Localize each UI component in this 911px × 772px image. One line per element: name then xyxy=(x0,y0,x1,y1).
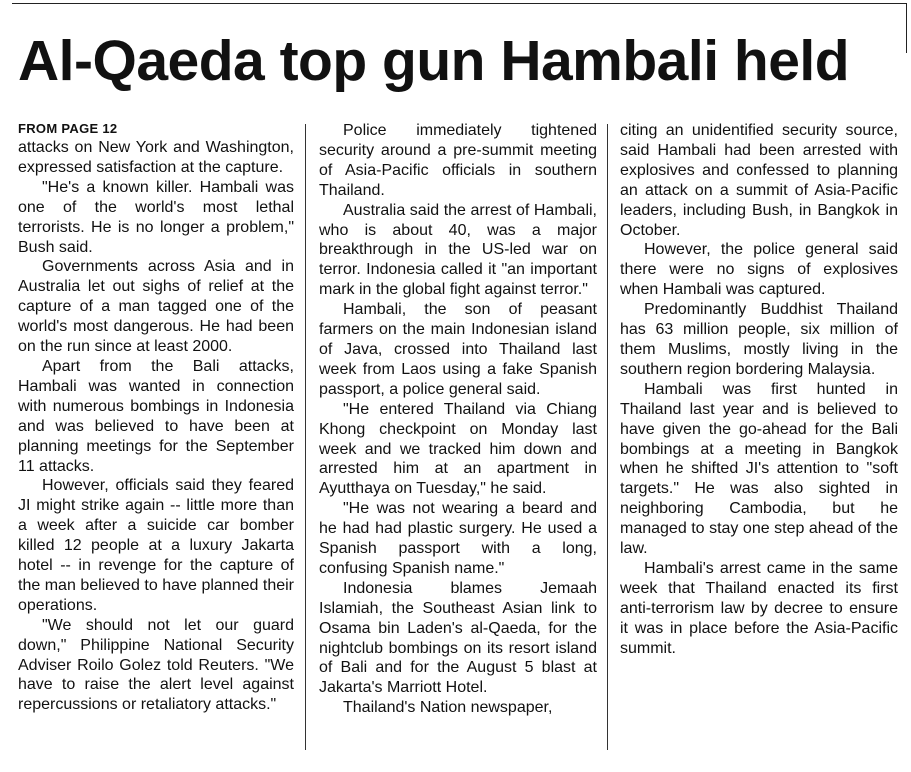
paragraph: citing an unidentified security source, said Hambali had been arrested with explosives and confessed to planning an attack on a summit of Asia-Pacific leaders, including Bush, in Bangkok in October. xyxy=(620,122,898,239)
paragraph: Indonesia blames Jemaah Islamiah, the Southeast Asian link to Osama bin Laden's al-Qaeda, for the nightclub bombings on its resort island of Bali and for the August 5 blast at Jakarta's Marriott Hotel. xyxy=(319,579,597,697)
paragraph: However, officials said they feared JI might strike again -- little more than a week after a suicide car bomber killed 12 people at a luxury Jakarta hotel -- in revenge for the capture of the man believed to have planned their operations. xyxy=(18,477,294,614)
article-column-3 xyxy=(620,121,898,658)
paragraph: Australia said the arrest of Hambali, who is about 40, was a major breakthrough in the US-led war on terror. Indonesia called it "an important mark in the global fight against terror." xyxy=(319,201,597,299)
paragraph: "He's a known killer. Hambali was one of the world's most lethal terrorists. He is no longer a problem," Bush said. xyxy=(18,178,294,256)
paragraph: However, the police general said there were no signs of explosives when Hambali was captured. xyxy=(620,241,898,299)
column-divider xyxy=(607,124,608,750)
top-rule xyxy=(12,3,907,4)
headline: Al-Qaeda top gun Hambali held xyxy=(18,29,850,93)
paragraph: Thailand's Nation newspaper, xyxy=(343,699,553,717)
paragraph: Police immediately tightened security around a pre-summit meeting of Asia-Pacific officials in southern Thailand. xyxy=(319,122,597,199)
article-column-2 xyxy=(319,121,597,718)
paragraph: attacks on New York and Washington, expressed satisfaction at the capture. xyxy=(18,139,294,176)
paragraph: Hambali was first hunted in Thailand last year and is believed to have given the go-ahead for the Bali bombings at a meeting in Bangkok when he shifted JI's attention to "soft targets." He was also sighted in neighboring Cambodia, but he managed to stay one step ahead of the law. xyxy=(620,380,898,558)
paragraph: "He was not wearing a beard and he had had plastic surgery. He used a Spanish passport with a long, confusing Spanish name." xyxy=(319,500,597,577)
jump-line: FROM PAGE 12 xyxy=(18,121,118,136)
article-column-1 xyxy=(18,121,294,715)
paragraph: Governments across Asia and in Australia let out sighs of relief at the capture of a man tagged one of the world's most dangerous. He had been on the run since at least 2000. xyxy=(18,258,294,356)
paragraph: Hambali, the son of peasant farmers on the main Indonesian island of Java, crossed into Thailand last week from Laos using a fake Spanish passport, a police general said. xyxy=(319,301,597,398)
paragraph: Predominantly Buddhist Thailand has 63 million people, six million of them Muslims, mostly living in the southern region bordering Malaysia. xyxy=(620,301,898,378)
column-divider xyxy=(305,124,306,750)
paragraph: "He entered Thailand via Chiang Khong checkpoint on Monday last week and we tracked him down and arrested him at an apartment in Ayutthaya on Tuesday," he said. xyxy=(319,400,597,498)
paragraph: Hambali's arrest came in the same week that Thailand enacted its first anti-terrorism law by decree to ensure it was in place before the Asia-Pacific summit. xyxy=(620,559,898,657)
paragraph: Apart from the Bali attacks, Hambali was wanted in connection with numerous bombings in Indonesia and was believed to have been at planning meetings for the September 11 attacks. xyxy=(18,357,294,475)
paragraph: "We should not let our guard down," Philippine National Security Adviser Roilo Golez told Reuters. "We have to raise the alert level against repercussions or retaliatory attacks." xyxy=(18,616,294,714)
right-rule xyxy=(906,3,907,53)
